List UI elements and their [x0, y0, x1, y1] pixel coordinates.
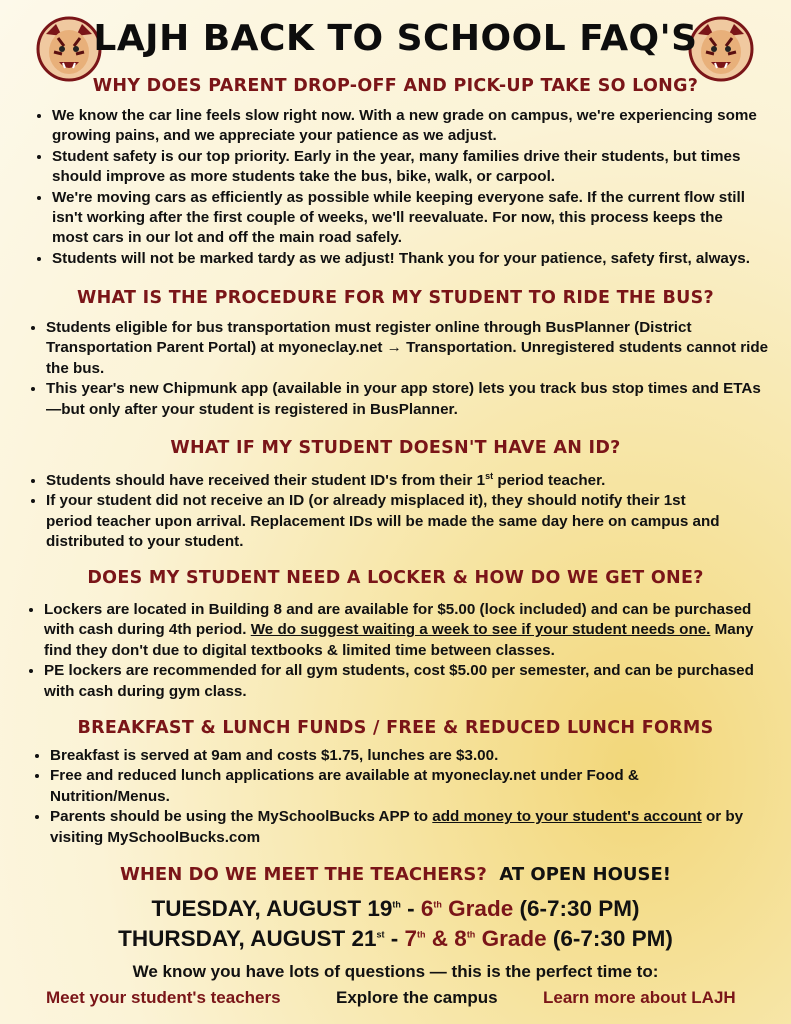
lunch-text-tail: or by visiting MySchoolBucks.com	[50, 808, 744, 846]
open-house-date-1	[0, 896, 791, 922]
open-house-question: WHEN DO WE MEET THE TEACHERS?	[120, 864, 487, 885]
closing-item-teachers: Meet your student's teachers	[46, 988, 281, 1007]
list-item	[50, 807, 762, 848]
closing-item-lajh: Learn more about LAJH	[543, 988, 736, 1007]
list-item: • PE lockers are recommended for all gym students, cost $5.00 per semester, and can be purchased with cash during gym class.	[44, 661, 779, 702]
add-money-link: add money to your student's account	[432, 808, 702, 826]
superscript: th	[392, 899, 401, 910]
grade-label: 6th Grade	[420, 896, 514, 921]
lunch-list	[28, 746, 762, 848]
list-item: • Student safety is our top priority. Early in the year, many families drive their students, but times should improve as more students take the bus, bike, walk, or carpool.	[52, 147, 762, 188]
list-item: • If your student did not receive an ID (or already misplaced it), they should notify their 1st period teacher upon arrival. Replacement IDs will be made the same day here on campus and distributed to your student.	[46, 491, 736, 552]
open-house-heading	[0, 864, 791, 885]
list-item: • We know the car line feels slow right now. With a new grade on campus, we're experiencing some growing pains, and we appreciate your patience as we adjust.	[52, 106, 762, 147]
question-locker: DOES MY STUDENT NEED A LOCKER & HOW DO WE GET ONE?	[87, 568, 704, 588]
closing-item-campus: Explore the campus	[336, 988, 498, 1007]
locker-text: Lockers are located in Building 8 and are available for $5.00 (lock included) and can be purchased with cash during 4th period.	[44, 601, 752, 639]
grade-label: 7th & 8th Grade	[404, 926, 547, 951]
list-item: • This year's new Chipmunk app (available in your app store) lets you track bus stop times and ETAs—but only after your student is registered in BusPlanner.	[46, 379, 774, 420]
list-item	[44, 600, 779, 661]
superscript: st	[376, 929, 385, 940]
question-dropoff: WHY DOES PARENT DROP-OFF AND PICK-UP TAKE SO LONG?	[92, 76, 699, 96]
locker-suggestion: We do suggest waiting a week to see if your student needs one.	[250, 621, 711, 639]
open-house-answer: AT OPEN HOUSE!	[499, 864, 671, 885]
page-title: LAJH BACK TO SCHOOL FAQ'S	[93, 18, 698, 59]
lunch-text: Parents should be using the MySchoolBucks APP to	[50, 808, 433, 826]
date-text: TUESDAY, AUGUST 19	[151, 896, 393, 921]
bus-list	[24, 318, 774, 420]
date-text: THURSDAY, AUGUST 21	[118, 926, 377, 951]
id-item-tail: period teacher.	[493, 472, 606, 489]
question-bus: WHAT IS THE PROCEDURE FOR MY STUDENT TO RIDE THE BUS?	[76, 288, 715, 308]
id-item-text: Students should have received their student ID's from their 1	[46, 472, 486, 489]
time-text: (6-7:30 PM)	[513, 896, 640, 921]
list-item: • Free and reduced lunch applications are available at myoneclay.net under Food & Nutrition/Menus.	[50, 766, 762, 807]
question-id: WHAT IF MY STUDENT DOESN'T HAVE AN ID?	[170, 438, 621, 458]
dropoff-list	[30, 106, 762, 269]
closing-text: We know you have lots of questions — this is the perfect time to:	[132, 962, 659, 981]
superscript: st	[485, 470, 494, 481]
id-list	[24, 471, 736, 553]
list-item: • Breakfast is served at 9am and costs $1.75, lunches are $3.00.	[50, 746, 762, 766]
list-item	[46, 471, 736, 491]
list-item: • Students will not be marked tardy as we adjust! Thank you for your patience, safety first, always.	[52, 249, 762, 269]
separator: -	[400, 896, 421, 921]
list-item: • We're moving cars as efficiently as possible while keeping everyone safe. If the current flow still isn't working after the first couple of weeks, we'll reevaluate. For now, this process keeps the most cars in our lot and off the main road safely.	[52, 188, 762, 249]
open-house-date-2	[0, 926, 791, 952]
separator: -	[384, 926, 405, 951]
list-item: • Students eligible for bus transportation must register online through BusPlanner (District Transportation Parent Portal) at myoneclay.net → Transportation. Unregistered students cannot ride the bus.	[46, 318, 774, 379]
time-text: (6-7:30 PM)	[546, 926, 673, 951]
question-lunch: BREAKFAST & LUNCH FUNDS / FREE & REDUCED LUNCH FORMS	[77, 718, 714, 738]
locker-text-tail: Many find they don't due to digital textbooks & limited time between classes.	[44, 621, 754, 659]
locker-list	[22, 600, 779, 702]
